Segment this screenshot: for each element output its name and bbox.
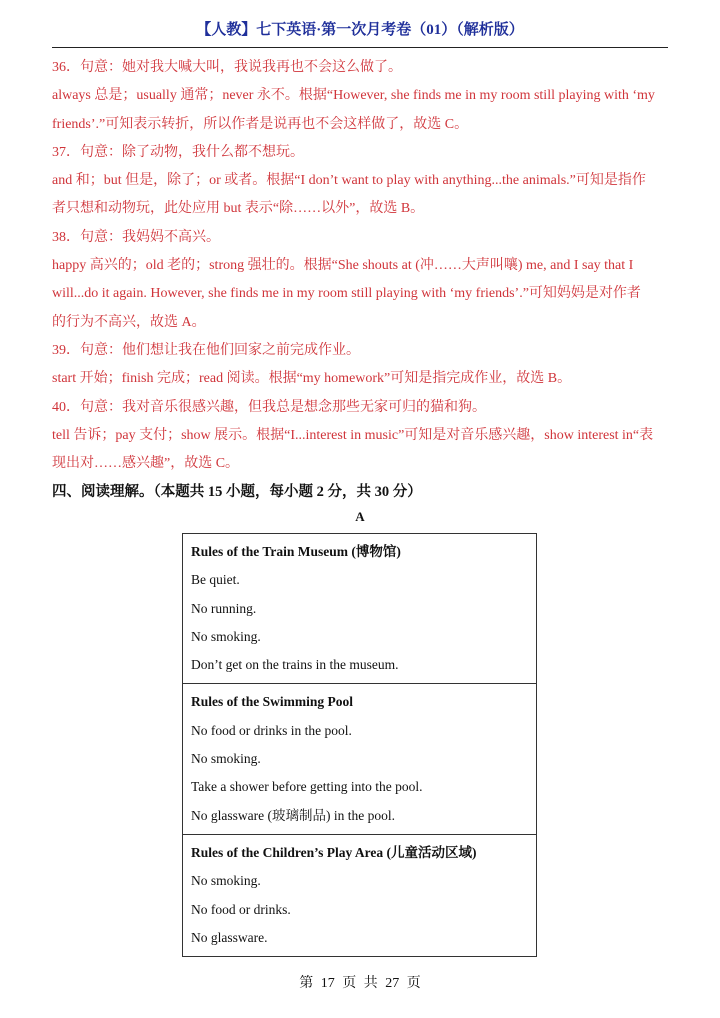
rules-title: Rules of the Swimming Pool [191, 694, 353, 710]
explanation-line: 40．句意：我对音乐很感兴趣，但我总是想念那些无家可归的猫和狗。 [52, 399, 486, 415]
answer-explanations [52, 54, 672, 506]
explanation-line: happy 高兴的；old 老的；strong 强壮的。根据“She shouts at (冲……大声叫嚷) me, and I say that I [52, 258, 634, 274]
explanation-line: 者只想和动物玩，此处应用 but 表示“除……以外”，故选 B。 [52, 201, 425, 217]
rule-item: No smoking. [191, 628, 261, 644]
rule-item: Don’t get on the trains in the museum. [191, 657, 399, 673]
rules-section-play-area [183, 834, 536, 956]
explanation-line: start 开始；finish 完成；read 阅读。根据“my homework”可知是指完成作业，故选 B。 [52, 371, 572, 387]
passage-label: A [355, 509, 365, 524]
explanation-line: 现出对……感兴趣”，故选 C。 [52, 456, 240, 472]
header-divider [52, 47, 668, 48]
rule-item: Be quiet. [191, 572, 240, 588]
explanation-line: always 总是；usually 通常；never 永不。根据“However, she finds me in my room still playing with ‘my [52, 88, 655, 104]
explanation-line: tell 告诉；pay 支付；show 展示。根据“I...interest in music”可知是对音乐感兴趣，show interest in“表 [52, 427, 654, 443]
explanation-line: 39．句意：他们想让我在他们回家之前完成作业。 [52, 342, 360, 358]
rules-title: Rules of the Children’s Play Area (儿童活动区域) [191, 844, 477, 860]
rules-section-swimming-pool [183, 683, 536, 833]
rules-title: Rules of the Train Museum (博物馆) [191, 544, 401, 559]
rule-item: No smoking. [191, 751, 261, 767]
rules-section-train-museum [183, 534, 536, 683]
rule-item: No food or drinks in the pool. [191, 722, 352, 738]
page-number: 第 17 页 共 27 页 [299, 976, 421, 991]
explanation-line: 37．句意：除了动物，我什么都不想玩。 [52, 144, 304, 160]
rule-item: No running. [191, 600, 257, 616]
explanation-line: friends’.”可知表示转折，所以作者是说再也不会这样做了，故选 C。 [52, 116, 469, 132]
section-title: 四、阅读理解。（本题共 15 小题，每小题 2 分，共 30 分） [52, 484, 422, 501]
rule-item: No glassware. [191, 929, 268, 945]
explanation-line: will...do it again. However, she finds me in my room still playing with ‘my friends’.”可知妈妈是对作者 [52, 286, 641, 302]
explanation-line: 的行为不高兴，故选 A。 [52, 314, 206, 330]
rule-item: No food or drinks. [191, 901, 291, 917]
explanation-line: 38．句意：我妈妈不高兴。 [52, 229, 220, 245]
rules-table [182, 533, 537, 957]
rule-item: Take a shower before getting into the pool. [191, 779, 423, 795]
page-header-title: 【人教】七下英语·第一次月考卷（01）（解析版） [196, 22, 524, 38]
explanation-line: 36．句意：她对我大喊大叫，我说我再也不会这么做了。 [52, 60, 402, 75]
rule-item: No smoking. [191, 873, 261, 889]
rule-item: No glassware (玻璃制品) in the pool. [191, 807, 395, 823]
explanation-line: and 和；but 但是，除了；or 或者。根据“I don’t want to play with anything...the animals.”可知是指作 [52, 173, 646, 189]
